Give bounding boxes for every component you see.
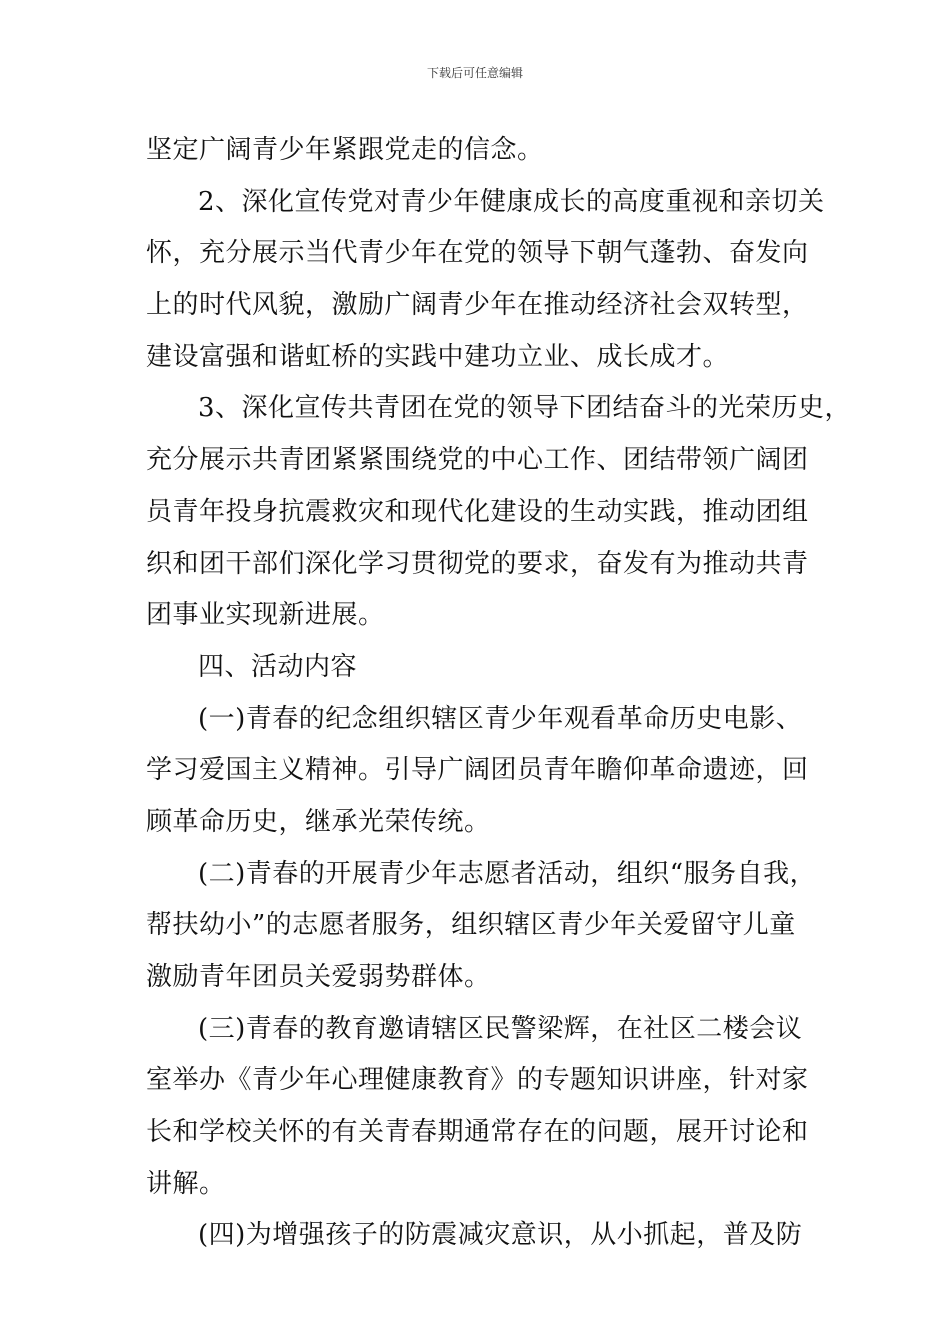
text-line: (一)青春的纪念组织辖区青少年观看革命历史电影、 [198, 703, 803, 734]
text-line: 织和团干部们深化学习贯彻党的要求，奋发有为推动共青 [146, 548, 809, 579]
document-body [146, 125, 852, 1262]
text-line: 坚定广阔青少年紧跟党走的信念。 [146, 135, 544, 165]
page-header-note: 下载后可任意编辑 [426, 66, 523, 80]
text-line: 充分展示共青团紧紧围绕党的中心工作、团结带领广阔团 [146, 445, 809, 476]
text-line: 激励青年团员关爱弱势群体。 [146, 962, 491, 992]
text-line: 员青年投身抗震救灾和现代化建设的生动实践，推动团组 [146, 496, 809, 527]
text-line: 顾革命历史，继承光荣传统。 [146, 806, 491, 837]
text-line: 建设富强和谐虹桥的实践中建功立业、成长成才。 [146, 341, 730, 372]
text-line: 帮扶幼小”的志愿者服务，组织辖区青少年关爱留守儿童 [146, 910, 796, 941]
section-heading: 四、活动内容 [198, 651, 358, 682]
text-line: 学习爱国主义精神。引导广阔团员青年瞻仰革命遗迹，回 [146, 755, 809, 786]
text-line: 上的时代风貌，激励广阔青少年在推动经济社会双转型， [146, 290, 809, 321]
text-line: 讲解。 [146, 1168, 226, 1199]
text-line: (二)青春的开展青少年志愿者活动，组织“服务自我， [198, 858, 817, 889]
text-line: 3、深化宣传共青团在党的领导下团结奋斗的光荣历史， [198, 393, 852, 424]
text-line: 2、深化宣传党对青少年健康成长的高度重视和亲切关 [198, 186, 825, 217]
text-line: 怀，充分展示当代青少年在党的领导下朝气蓬勃、奋发向 [146, 238, 809, 269]
text-line: 长和学校关怀的有关青春期通常存在的问题，展开讨论和 [146, 1117, 809, 1148]
text-line: 室举办《青少年心理健康教育》的专题知识讲座，针对家 [146, 1065, 809, 1096]
text-line: (四)为增强孩子的防震减灾意识，从小抓起，普及防 [198, 1220, 803, 1251]
text-line: 团事业实现新进展。 [146, 600, 385, 631]
text-line: (三)青春的教育邀请辖区民警梁辉，在社区二楼会议 [198, 1013, 803, 1044]
